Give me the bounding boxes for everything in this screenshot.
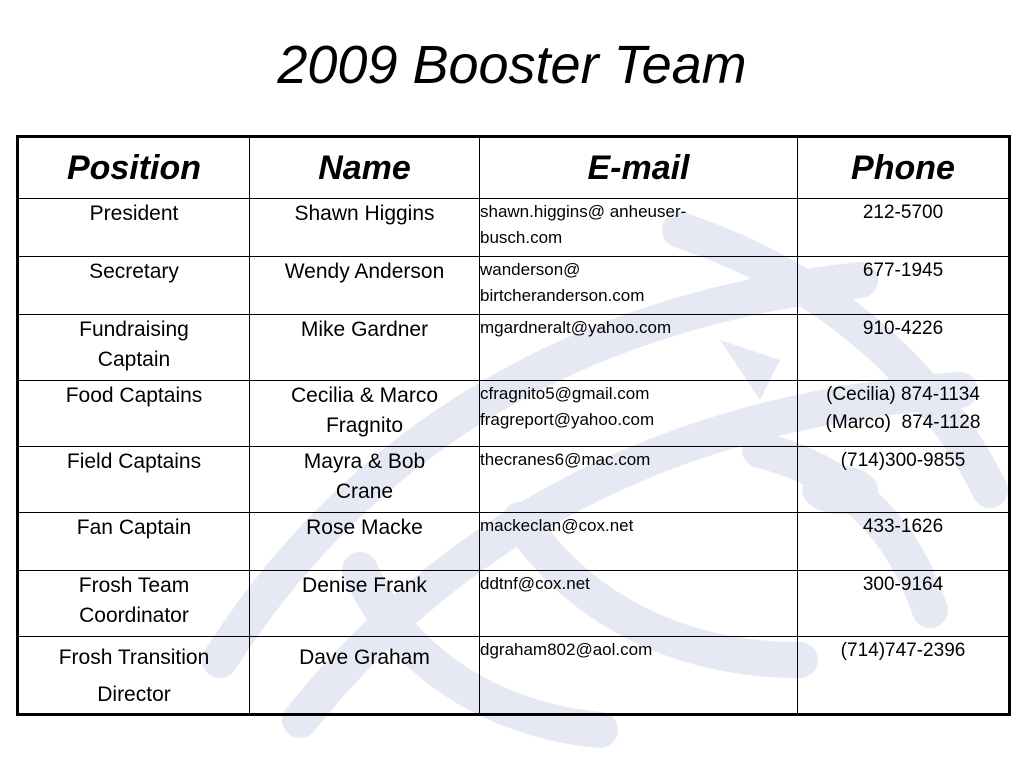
position-cell: President [18, 199, 250, 257]
email-cell: shawn.higgins@ anheuser- busch.com [480, 199, 798, 257]
name-cell: Cecilia & Marco Fragnito [250, 381, 480, 447]
name-cell: Dave Graham [250, 637, 480, 715]
header-phone: Phone [798, 137, 1010, 199]
name-cell: Mike Gardner [250, 315, 480, 381]
header-email: E-mail [480, 137, 798, 199]
phone-cell: 300-9164 [798, 571, 1010, 637]
phone-cell: (714)747-2396 [798, 637, 1010, 715]
table-row [18, 571, 1010, 637]
email-cell: mgardneralt@yahoo.com [480, 315, 798, 381]
name-cell: Mayra & Bob Crane [250, 447, 480, 513]
table-row [18, 513, 1010, 571]
header-name: Name [250, 137, 480, 199]
position-cell: Frosh Transition Director [18, 637, 250, 715]
header-position: Position [18, 137, 250, 199]
email-cell: thecranes6@mac.com [480, 447, 798, 513]
position-cell: Frosh Team Coordinator [18, 571, 250, 637]
booster-team-table [16, 135, 1011, 716]
name-cell: Shawn Higgins [250, 199, 480, 257]
email-cell: ddtnf@cox.net [480, 571, 798, 637]
phone-cell: 212-5700 [798, 199, 1010, 257]
phone-cell: 910-4226 [798, 315, 1010, 381]
email-cell: wanderson@ birtcheranderson.com [480, 257, 798, 315]
table-row [18, 637, 1010, 715]
phone-cell: (714)300-9855 [798, 447, 1010, 513]
booster-table-container [16, 135, 1008, 716]
phone-cell: 433-1626 [798, 513, 1010, 571]
table-row [18, 381, 1010, 447]
phone-cell: (Cecilia) 874-1134 (Marco) 874-1128 [798, 381, 1010, 447]
position-cell: Secretary [18, 257, 250, 315]
position-cell: Food Captains [18, 381, 250, 447]
position-cell: Field Captains [18, 447, 250, 513]
email-cell: cfragnito5@gmail.com fragreport@yahoo.com [480, 381, 798, 447]
slide-title: 2009 Booster Team [277, 35, 747, 95]
table-row [18, 199, 1010, 257]
email-cell: mackeclan@cox.net [480, 513, 798, 571]
name-cell: Denise Frank [250, 571, 480, 637]
table-row [18, 315, 1010, 381]
email-cell: dgraham802@aol.com [480, 637, 798, 715]
table-row [18, 257, 1010, 315]
phone-cell: 677-1945 [798, 257, 1010, 315]
position-cell: Fan Captain [18, 513, 250, 571]
table-row [18, 447, 1010, 513]
name-cell: Wendy Anderson [250, 257, 480, 315]
name-cell: Rose Macke [250, 513, 480, 571]
table-header-row [18, 137, 1010, 199]
position-cell: Fundraising Captain [18, 315, 250, 381]
